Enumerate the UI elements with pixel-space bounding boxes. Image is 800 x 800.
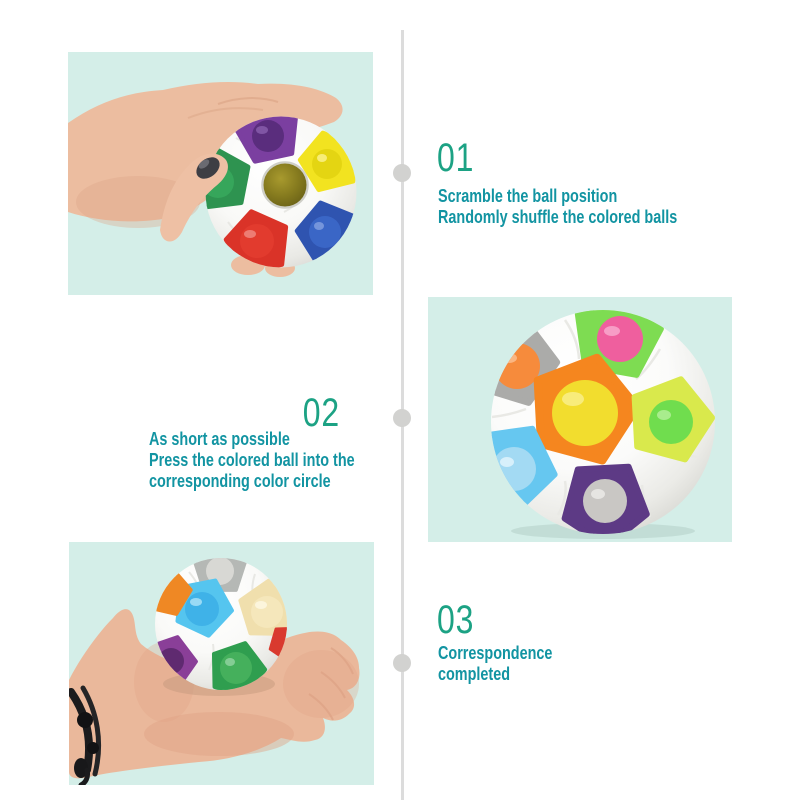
step-3-description: [438, 643, 552, 685]
text-line: corresponding color circle: [149, 471, 331, 491]
step-3-photo: [69, 542, 374, 785]
text-line: Randomly shuffle the colored balls: [438, 207, 678, 227]
center-hole-olive: [263, 163, 308, 208]
step-2-description: [149, 429, 355, 492]
palm-holding-ball-image: [69, 542, 374, 785]
step-1-number: 01: [437, 136, 475, 180]
text-line: As short as possible: [149, 429, 290, 449]
step-2-number: 02: [302, 391, 340, 435]
text-line: Correspondence: [438, 643, 553, 663]
text-line: completed: [438, 664, 511, 684]
step-1-photo: [68, 52, 373, 295]
text-line: Press the colored ball into the: [149, 450, 355, 470]
step-3-number: 03: [437, 598, 475, 642]
timeline-dot-2: [393, 409, 411, 427]
rainbow-ball-image: [428, 297, 732, 542]
text-line: Scramble the ball position: [438, 186, 618, 206]
step-2-photo: [428, 297, 732, 542]
step-1-description: [438, 186, 677, 228]
timeline-dot-3: [393, 654, 411, 672]
timeline-dot-1: [393, 164, 411, 182]
hand-scrambling-ball-image: [68, 52, 373, 295]
